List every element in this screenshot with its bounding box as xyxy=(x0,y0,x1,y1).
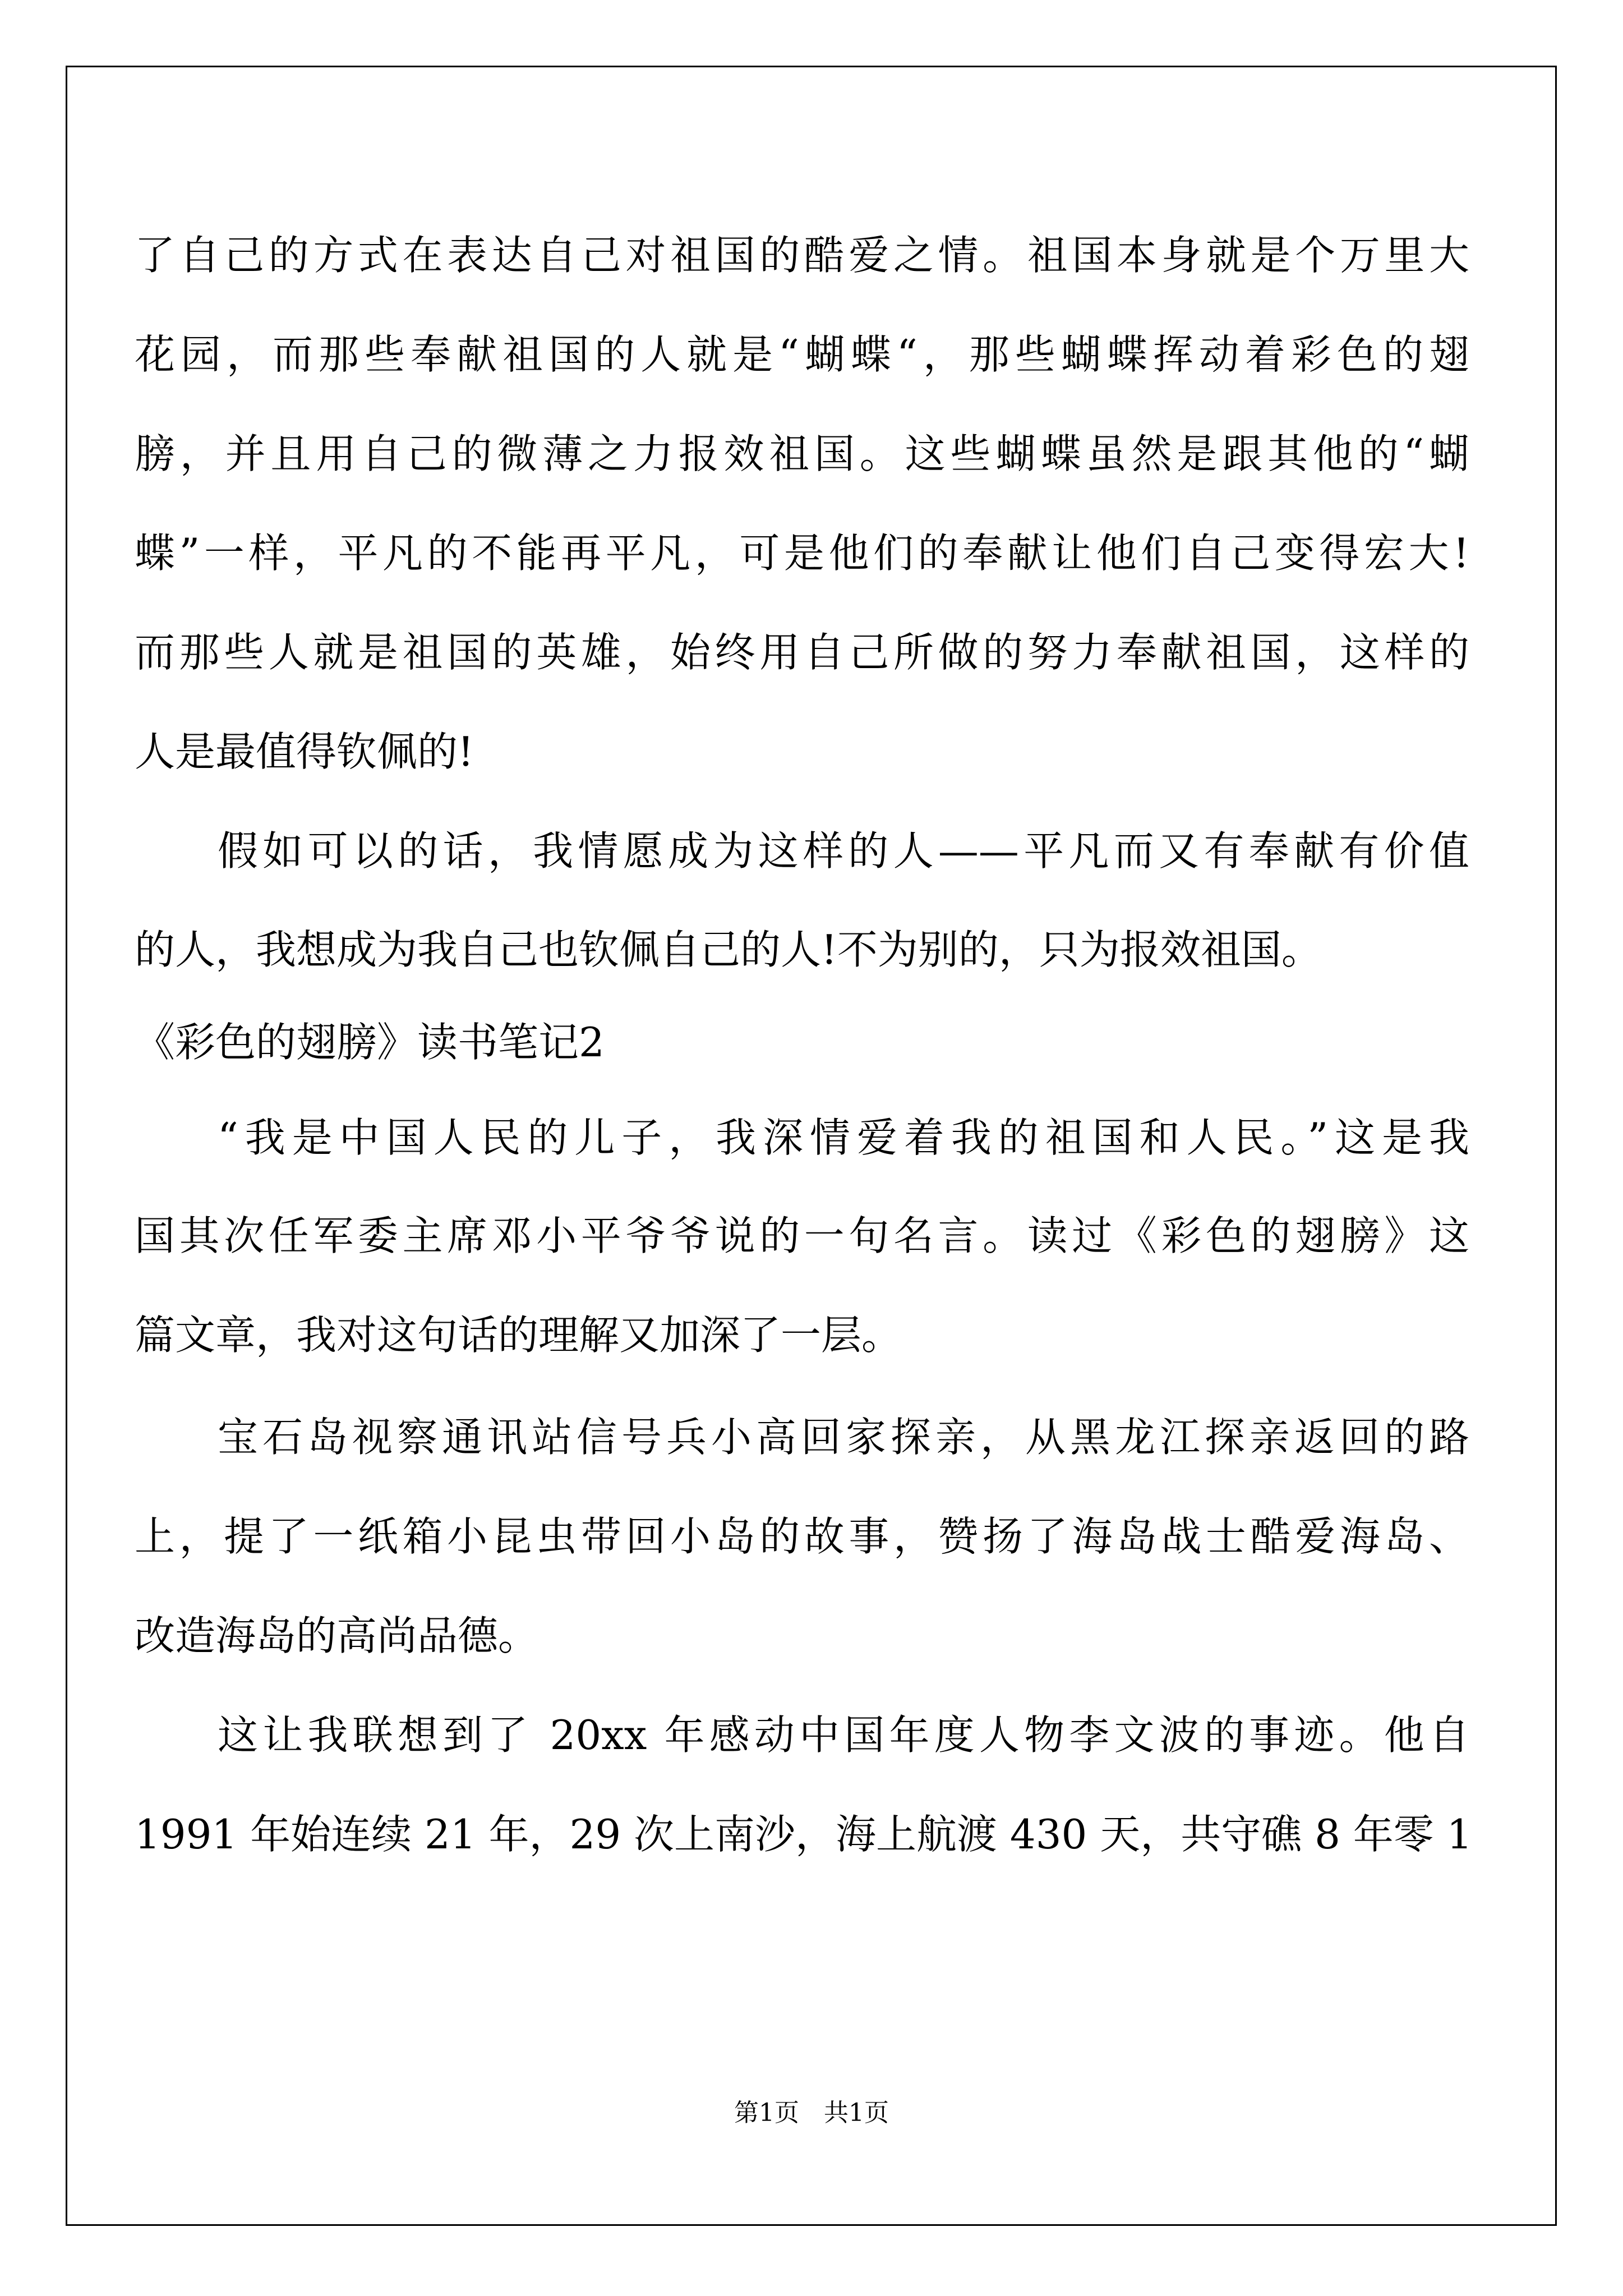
paragraph-line: 这让我联想到了 20xx 年感动中国年度人物李文波的事迹。他自 xyxy=(218,1711,1469,1759)
paragraph-line: 国其次任军委主席邓小平爷爷说的一句名言。读过《彩色的翅膀》这 xyxy=(135,1212,1469,1259)
section-heading: 《彩色的翅膀》读书笔记2 xyxy=(135,1019,605,1066)
paragraph-line: 人是最值得钦佩的! xyxy=(135,728,474,775)
paragraph-line: 的人，我想成为我自己也钦佩自己的人!不为别的，只为报效祖国。 xyxy=(135,926,1322,973)
paragraph-line: 而那些人就是祖国的英雄，始终用自己所做的努力奉献祖国，这样的 xyxy=(135,629,1469,676)
paragraph-line: “我是中国人民的儿子，我深情爱着我的祖国和人民。”这是我 xyxy=(218,1114,1469,1161)
paragraph-line: 篇文章，我对这句话的理解又加深了一层。 xyxy=(135,1312,902,1359)
paragraph-line: 蝶”一样，平凡的不能再平凡，可是他们的奉献让他们自己变得宏大! xyxy=(135,530,1469,577)
paragraph-line: 膀，并且用自己的微薄之力报效祖国。这些蝴蝶虽然是跟其他的“蝴 xyxy=(135,430,1469,477)
paragraph-line: 了自己的方式在表达自己对祖国的酷爱之情。祖国本身就是个万里大 xyxy=(135,232,1469,279)
paragraph-line: 假如可以的话，我情愿成为这样的人——平凡而又有奉献有价值 xyxy=(218,827,1469,875)
paragraph-line: 1991 年始连续 21 年，29 次上南沙，海上航渡 430 天，共守礁 8 年零 1 xyxy=(135,1811,1473,1858)
page-footer: 第1页 共1页 xyxy=(734,2099,889,2127)
paragraph-line: 改造海岛的高尚品德。 xyxy=(135,1612,539,1659)
paragraph-line: 宝石岛视察通讯站信号兵小高回家探亲，从黑龙江探亲返回的路 xyxy=(218,1414,1469,1461)
paragraph-line: 花园，而那些奉献祖国的人就是“蝴蝶“，那些蝴蝶挥动着彩色的翅 xyxy=(135,331,1469,378)
paragraph-line: 上，提了一纸箱小昆虫带回小岛的故事，赞扬了海岛战士酷爱海岛、 xyxy=(135,1513,1469,1560)
